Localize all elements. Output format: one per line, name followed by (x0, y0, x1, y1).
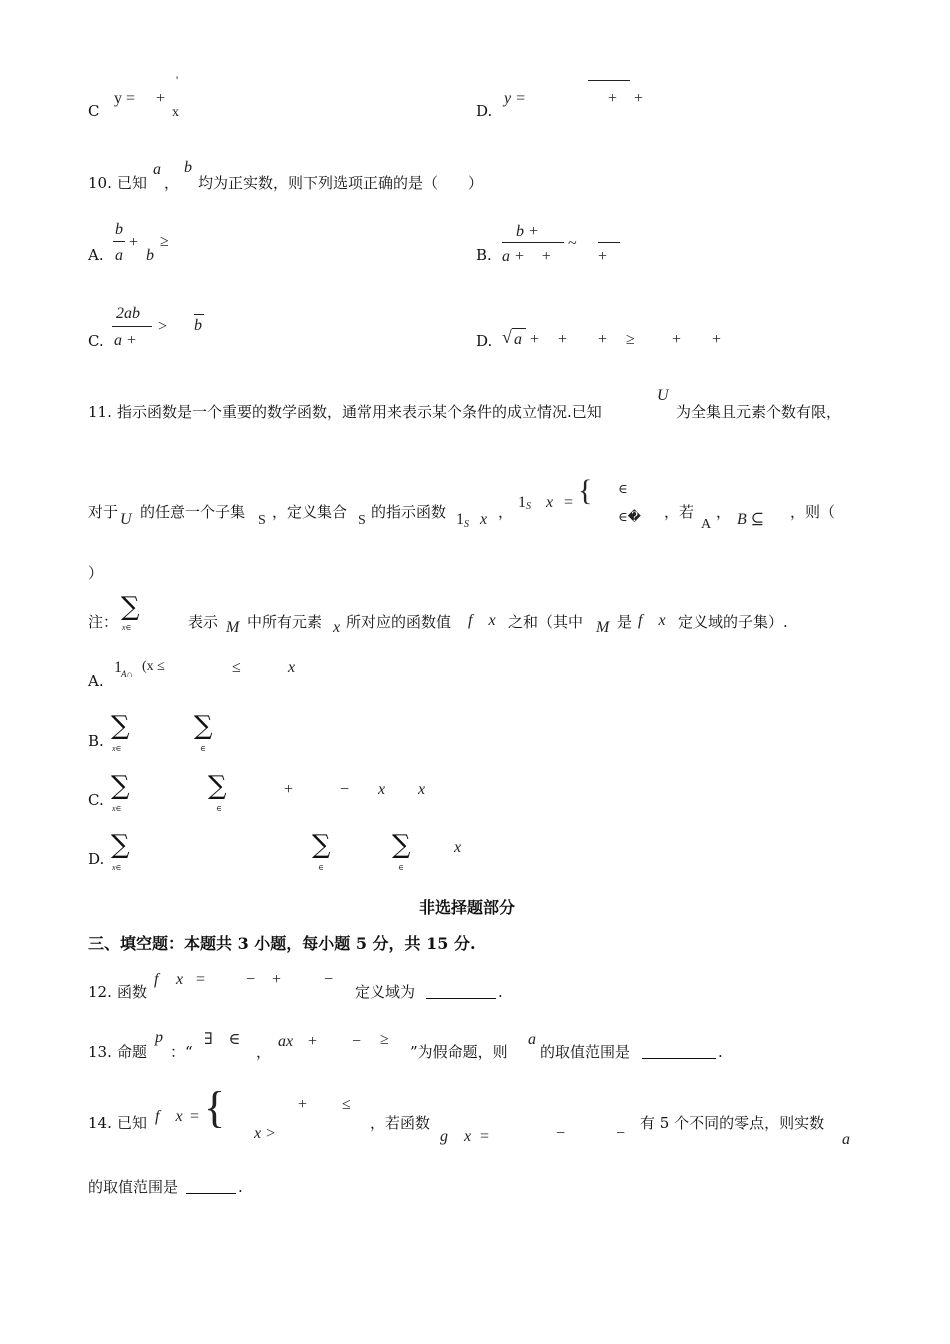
math-minus: − (616, 1125, 626, 1142)
sum-symbol: ∑ (111, 830, 130, 860)
sum-symbol: ∑ (194, 711, 213, 741)
var-x: x (418, 781, 426, 798)
option-label-c: C. (88, 332, 104, 350)
math-geq: ≥ (626, 331, 635, 348)
math-ax: ax (278, 1033, 294, 1050)
math-plus: + (634, 90, 644, 107)
close-paren: ） (88, 564, 104, 582)
math-eq: = (480, 1128, 490, 1145)
end-period: . (238, 1178, 243, 1196)
math-plus: + (129, 234, 139, 251)
sum-sub: x∈ (112, 863, 122, 872)
sum-symbol: ∑ (111, 771, 130, 801)
math-plus: + (156, 90, 166, 107)
indicator-x: x (480, 511, 488, 528)
var-U: U (657, 387, 669, 404)
case-1: ∈ (618, 481, 628, 496)
math-geq: ≥ (160, 233, 169, 250)
option-label-d: D. (476, 332, 493, 350)
sum-symbol: ∑ (111, 711, 130, 741)
math-leq: ≤ (342, 1096, 351, 1113)
f-x: f x (638, 612, 666, 629)
frac-num: b + (516, 223, 539, 240)
math-expr: y = (504, 90, 526, 107)
question-text: 的取值范围是 (88, 1178, 179, 1196)
question-number: 10. (88, 174, 112, 192)
math-plus: + (272, 971, 282, 988)
math-eq: = (196, 971, 206, 988)
note-label: 注： (88, 613, 119, 631)
brace: { (578, 474, 593, 507)
brace: { (204, 1083, 226, 1132)
comma: ， (164, 174, 180, 192)
sum-sub: ∈ (398, 863, 404, 872)
question-number: 11. (88, 403, 112, 421)
question-text: ，定义集合 (272, 503, 348, 521)
question-text: ，若 (664, 503, 695, 521)
comma: ， (256, 1043, 272, 1061)
question-text: 函数 (117, 983, 148, 1001)
math-plus: + (598, 248, 608, 265)
var-U: U (120, 511, 132, 528)
var-S: S (258, 513, 266, 528)
question-text: 指示函数是一个重要的数学函数，通常用来表示某个条件的成立情况.已知 (117, 403, 602, 421)
sum-symbol: ∑ (208, 771, 227, 801)
question-number: 13. (88, 1043, 112, 1061)
sqrt-bar (588, 80, 630, 81)
frac-bar (113, 241, 125, 242)
var-b: b (184, 159, 192, 176)
var-b: b (194, 317, 202, 334)
note-text: 定义域的子集）. (678, 613, 788, 631)
question-text: 已知 (117, 1114, 148, 1132)
sum-sub: ∈ (200, 744, 206, 753)
question-text: 命题 (117, 1043, 148, 1061)
question-text: 定义域为 (355, 983, 416, 1001)
question-text: 有 5 个不同的零点，则实数 (640, 1114, 825, 1132)
question-text: 均为正实数，则下列选项正确的是（ ） (198, 174, 484, 192)
question-text: ，若函数 (370, 1114, 431, 1132)
note-text: 是 (617, 613, 633, 631)
option-label: C (88, 102, 100, 120)
sum-sub: x∈ (122, 623, 132, 632)
def-x: x (546, 494, 554, 511)
question-text: 的指示函数 (371, 503, 447, 521)
sum-symbol: ∑ (392, 830, 411, 860)
frac-den: a + + (502, 248, 552, 265)
frac-bar (112, 326, 152, 327)
option-label: D. (476, 102, 493, 120)
var-M: M (226, 619, 240, 636)
frac-den: a + (114, 332, 137, 349)
frac-num: b (115, 221, 123, 238)
math-expr: y = (114, 90, 136, 107)
section-heading: 三、填空题：本题共 3 小题，每小题 5 分，共 15 分. (88, 934, 476, 953)
option-label-d: D. (88, 850, 105, 868)
question-text: ：“ (170, 1043, 193, 1061)
math-minus: − (324, 971, 334, 988)
var-S: S (358, 513, 366, 528)
part-title: 非选择题部分 (419, 898, 516, 917)
math-plus: + (558, 331, 568, 348)
option-label-b: B. (88, 732, 104, 750)
frac-num: 2ab (116, 305, 140, 322)
end-period: . (718, 1043, 723, 1061)
option-label-b: B. (476, 246, 492, 264)
end-period: . (498, 983, 503, 1001)
question-text: 的任意一个子集 (140, 503, 246, 521)
question-text: ”为假命题，则 (410, 1043, 508, 1061)
question-text: 的取值范围是 (540, 1043, 631, 1061)
question-number: 12. (88, 983, 112, 1001)
math-plus: + (712, 331, 722, 348)
var-p: p (155, 1029, 163, 1046)
var-x: x (378, 781, 386, 798)
question-text: 为全集且元素个数有限， (676, 403, 842, 421)
var-f: f (154, 971, 159, 988)
math-expr: (x ≤ (142, 659, 165, 674)
note-text: 表示 (188, 613, 219, 631)
var-B: B ⊆ (737, 511, 765, 528)
math-gt: > (158, 318, 168, 335)
answer-blank[interactable] (186, 1181, 236, 1194)
sum-sub: x∈ (112, 804, 122, 813)
indicator-sub: A∩ (121, 669, 133, 679)
note-text: 所对应的函数值 (346, 613, 452, 631)
math-tick: ' (176, 73, 179, 87)
sum-symbol: ∑ (312, 830, 331, 860)
option-label-a: A. (88, 246, 104, 264)
answer-blank[interactable] (642, 1046, 716, 1059)
case-x: x > (254, 1125, 276, 1142)
question-number: 14. (88, 1114, 112, 1132)
math-eq: = (190, 1108, 200, 1125)
math-plus: + (308, 1033, 318, 1050)
var-a: a (842, 1131, 850, 1148)
sqrt-sign: √ (502, 327, 512, 347)
comma: ， (498, 503, 514, 521)
note-text: 之和（其中 (508, 613, 584, 631)
math-minus: − (556, 1125, 566, 1142)
sum-sub: x∈ (112, 744, 122, 753)
math-plus: + (598, 331, 608, 348)
math-plus: + (672, 331, 682, 348)
frac-den: b (146, 247, 154, 264)
math-geq: ≥ (380, 1031, 389, 1048)
math-minus: − (340, 781, 350, 798)
var-a: a (528, 1031, 536, 1048)
sqrt-bar (512, 328, 526, 329)
option-label-c: C. (88, 791, 104, 809)
question-text: ，则（ (790, 503, 836, 521)
sum-symbol: ∑ (121, 592, 140, 622)
var-x: x (288, 659, 296, 676)
var-M: M (596, 619, 610, 636)
answer-blank[interactable] (426, 986, 496, 999)
var-A: A (701, 517, 712, 532)
g-x: g x (440, 1128, 472, 1145)
f-x: f x (155, 1108, 183, 1125)
sum-sub: ∈ (318, 863, 324, 872)
indicator-1: 1 (114, 659, 122, 676)
case-2: ∈� (618, 509, 641, 524)
question-text: 对于 (88, 503, 119, 521)
var-x: x (454, 839, 462, 856)
sum-sub: ∈ (216, 804, 222, 813)
var-x: x (176, 971, 184, 988)
math-x: x (172, 105, 179, 120)
def-sub: S (526, 501, 531, 512)
comma: ， (716, 503, 732, 521)
indicator-sub: S (464, 519, 469, 530)
var-x: x (333, 619, 341, 636)
indicator-1: 1 (456, 511, 464, 528)
math-plus: + (530, 331, 540, 348)
option-label-a: A. (88, 672, 104, 690)
overline (194, 314, 204, 315)
math-lt: ~ (568, 235, 577, 252)
math-exists: ∃ ∈ (204, 1031, 241, 1048)
frac-bar (598, 242, 620, 243)
frac-bar (502, 242, 564, 243)
math-minus: − (352, 1033, 362, 1050)
math-plus: + (284, 781, 294, 798)
var-a: a (153, 161, 161, 178)
math-minus: − (246, 971, 256, 988)
math-leq: ≤ (232, 659, 241, 676)
def-eq: = (564, 494, 574, 511)
note-text: 中所有元素 (247, 613, 323, 631)
def-1: 1 (518, 494, 526, 511)
question-text: 已知 (117, 174, 148, 192)
math-plus: + (298, 1096, 308, 1113)
math-plus: + (608, 90, 618, 107)
frac-den: a (115, 247, 123, 264)
var-a: a (514, 331, 522, 348)
f-x: f x (468, 612, 496, 629)
